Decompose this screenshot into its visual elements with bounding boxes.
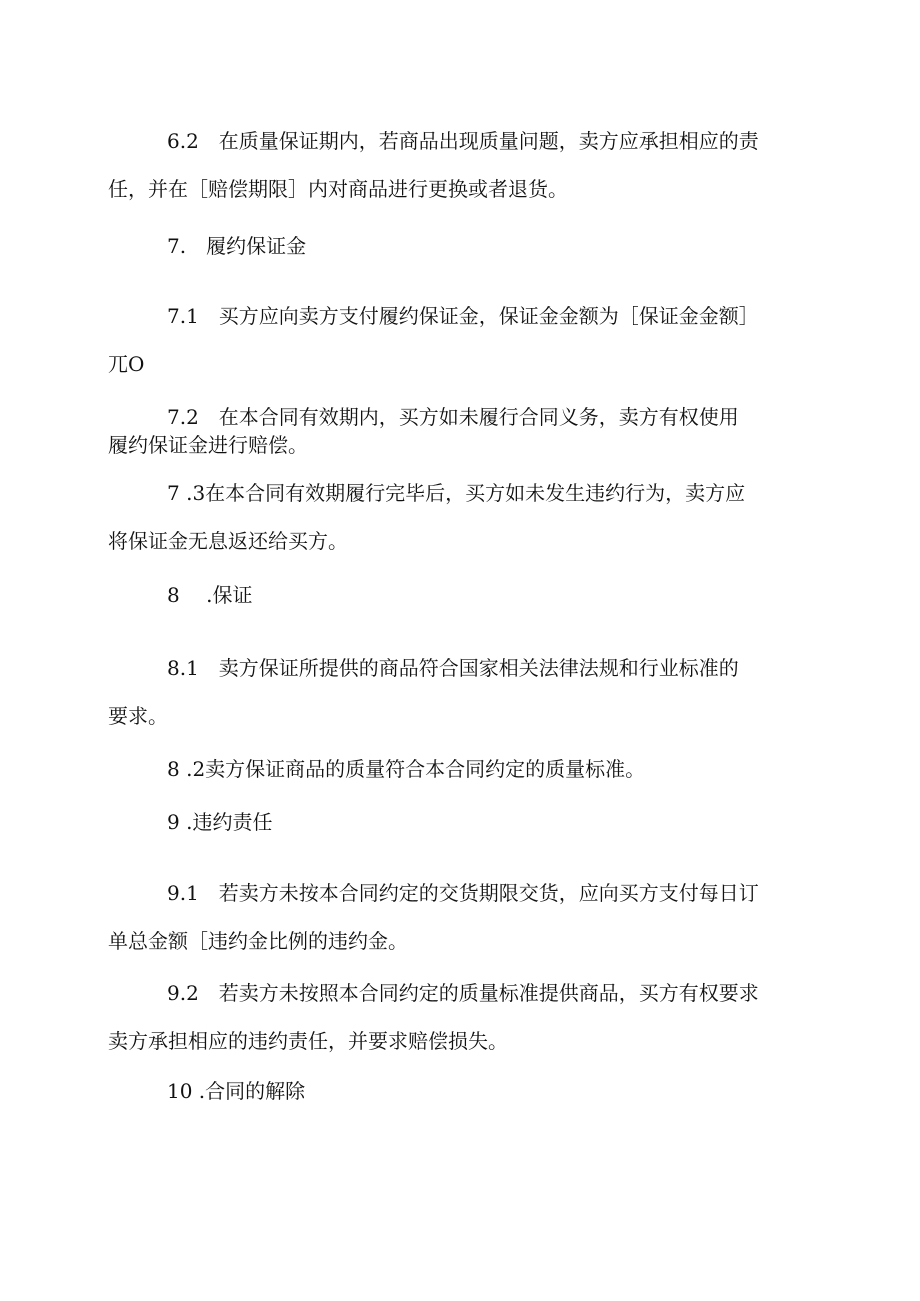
clause-8-1-line-2: 要求。 [108,704,168,728]
clause-8-2: 8 .2卖方保证商品的质量符合本合同约定的质量标准。 [167,757,646,781]
clause-6-2-line-1: 6.2 在质量保证期内，若商品出现质量问题，卖方应承担相应的责 [167,129,759,153]
clause-9-1-line-1: 9.1 若卖方未按本合同约定的交货期限交货，应向买方支付每日订 [167,881,759,905]
section-7-heading: 7. 履约保证金 [167,234,307,258]
clause-7-2-line-2: 履约保证金进行赔偿。 [108,433,308,457]
clause-6-2-line-2: 任，并在［赔偿期限］内对商品进行更换或者退货。 [108,177,568,201]
clause-7-3-line-1: 7 .3在本合同有效期履行完毕后，买方如未发生违约行为，卖方应 [167,481,746,505]
clause-7-2-line-1: 7.2 在本合同有效期内，买方如未履行合同义务，卖方有权使用 [167,405,739,429]
clause-9-1-line-2: 单总金额［违约金比例的违约金。 [108,929,408,953]
clause-7-3-line-2: 将保证金无息返还给买方。 [108,529,348,553]
clause-7-1-line-2: 兀O [108,352,145,376]
section-9-heading: 9 .违约责任 [167,810,273,834]
section-8-heading: 8 .保证 [167,583,253,607]
clause-9-2-line-1: 9.2 若卖方未按照本合同约定的质量标准提供商品，买方有权要求 [167,981,759,1005]
clause-9-2-line-2: 卖方承担相应的违约责任，并要求赔偿损失。 [108,1029,508,1053]
clause-8-1-line-1: 8.1 卖方保证所提供的商品符合国家相关法律法规和行业标准的 [167,656,739,680]
clause-7-1-line-1: 7.1 买方应向卖方支付履约保证金，保证金金额为［保证金金额］ [167,304,759,328]
section-10-heading: 10 .合同的解除 [167,1079,306,1103]
